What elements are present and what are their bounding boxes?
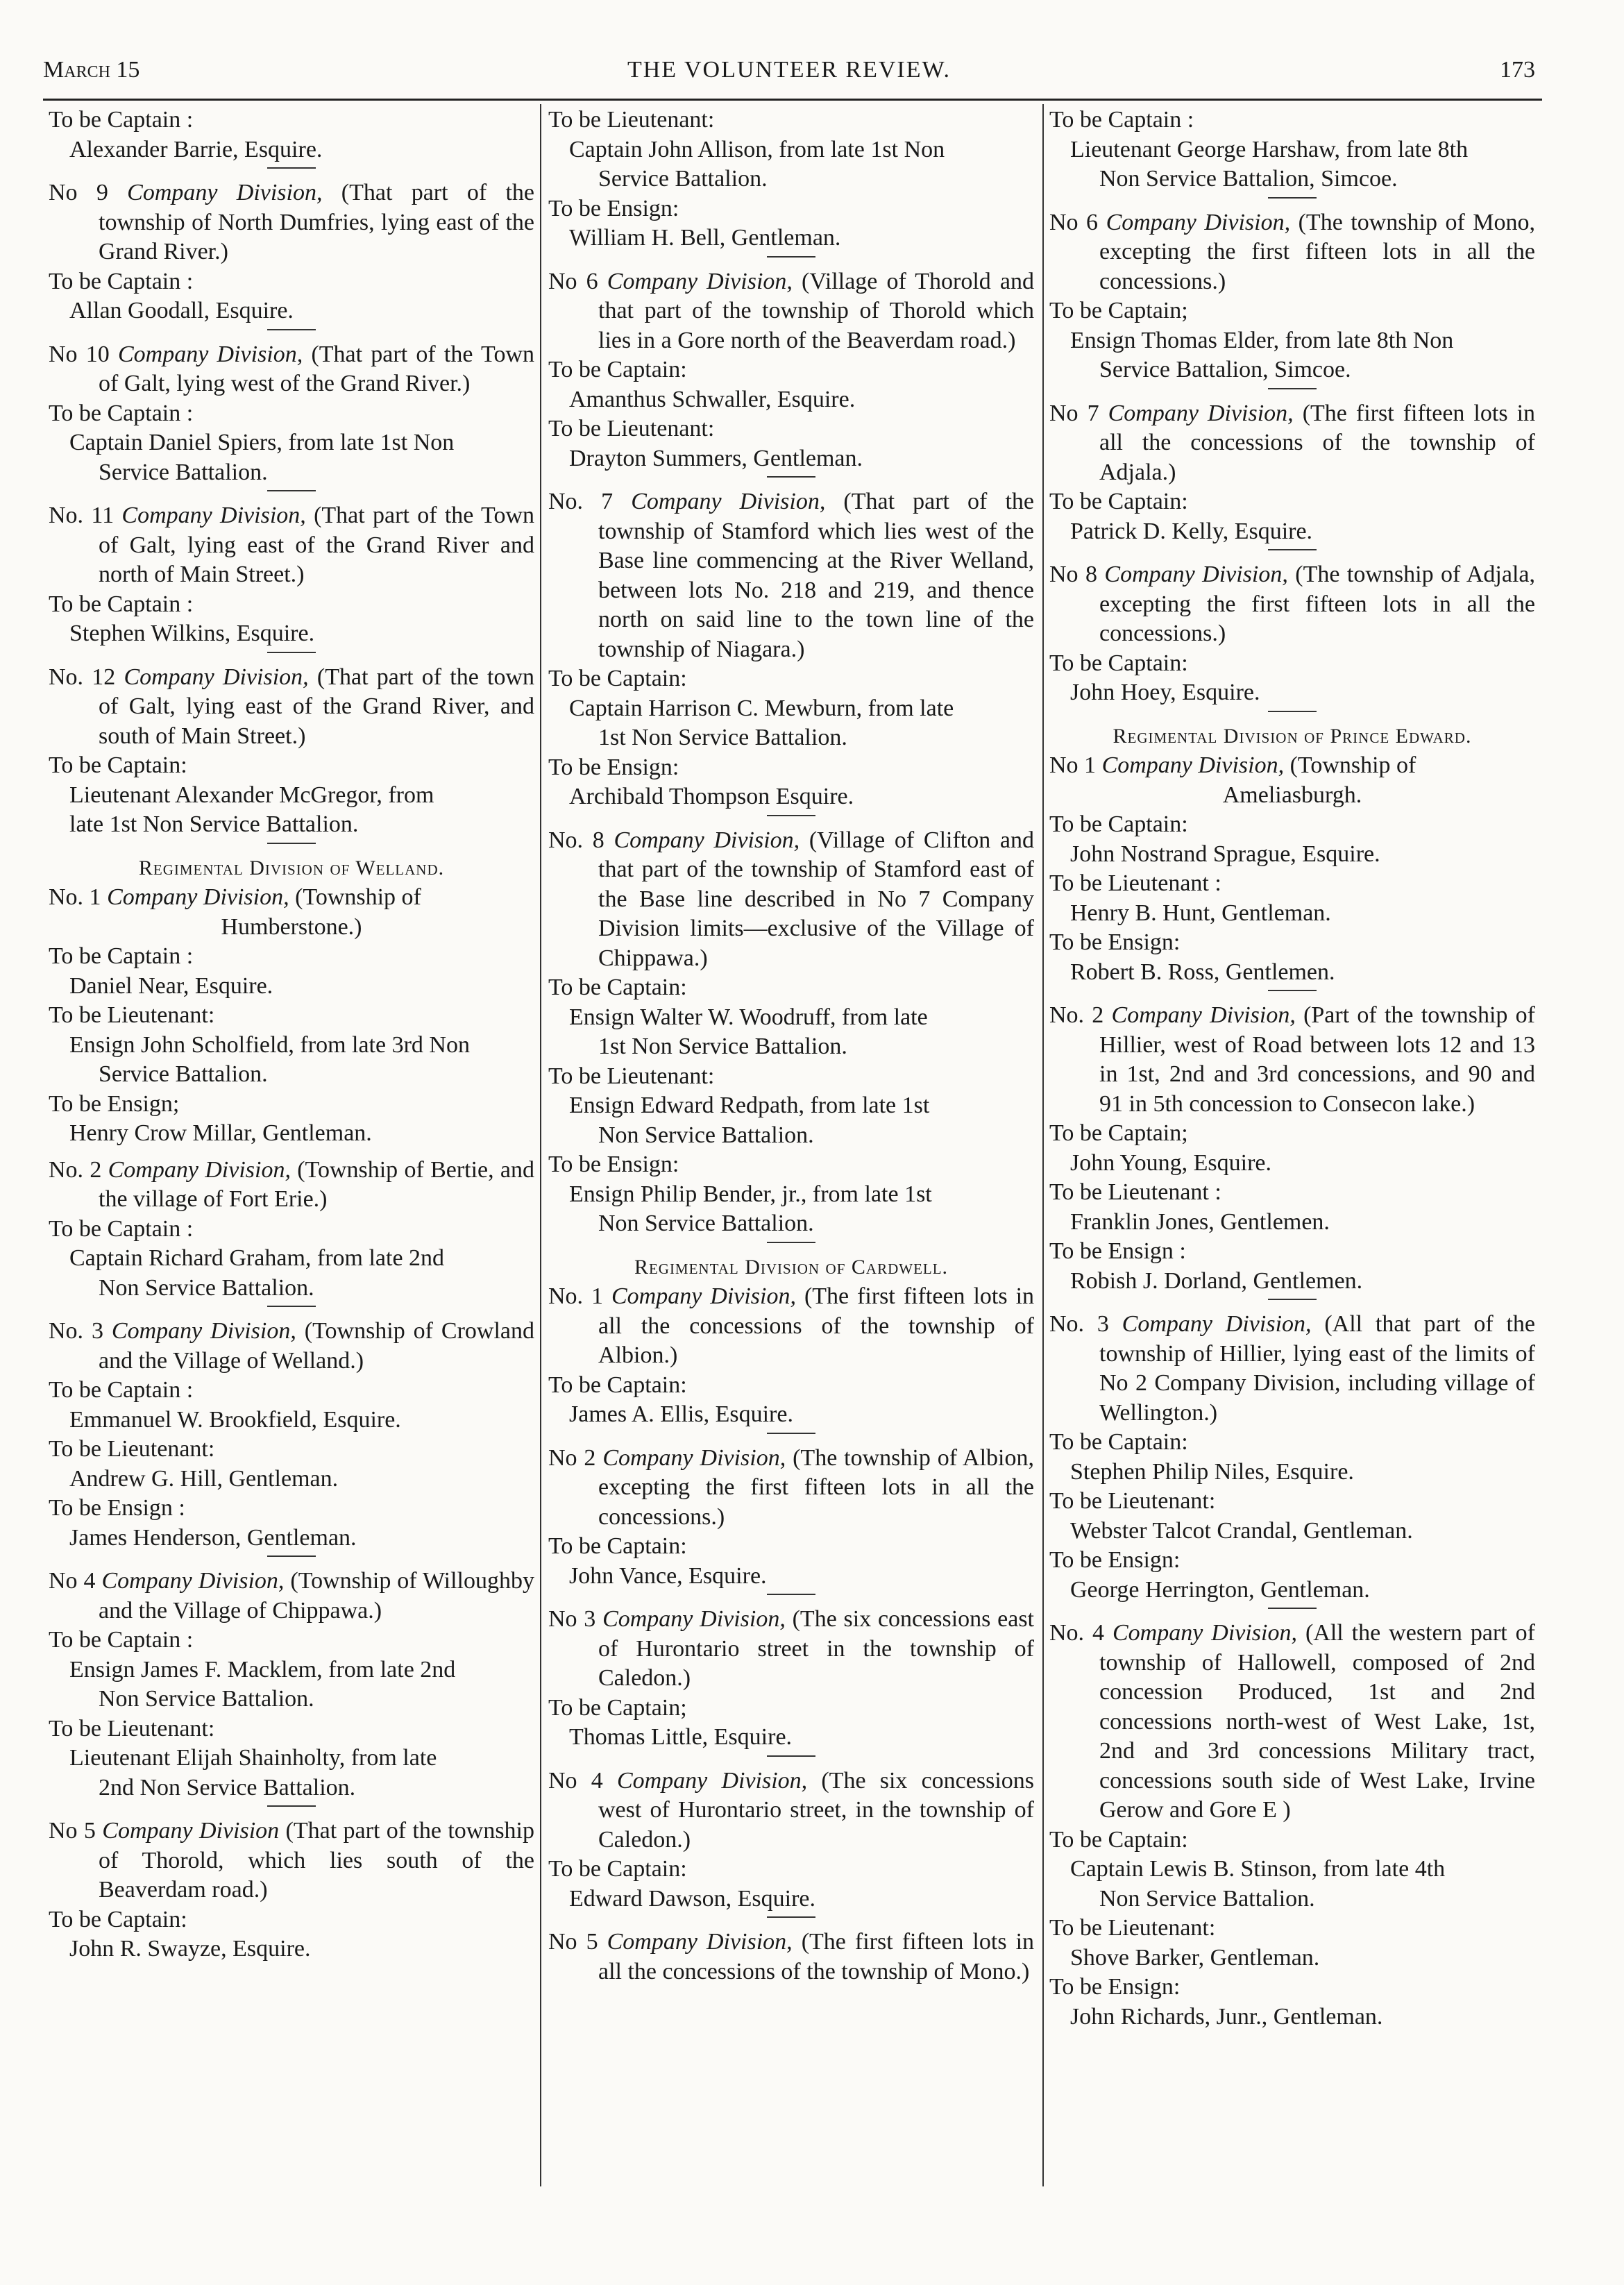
- appointee: Patrick D. Kelly, Esquire.: [1070, 518, 1313, 544]
- separator: [267, 1555, 316, 1557]
- publication-title: THE VOLUNTEER REVIEW.: [627, 57, 951, 83]
- appointee: Allan Goodall, Esquire.: [69, 298, 294, 323]
- appointment-label: To be Captain:: [548, 666, 687, 691]
- separator: [267, 490, 316, 491]
- appointment-label: To be Captain:: [49, 752, 187, 778]
- appointee: Thomas Little, Esquire.: [569, 1724, 793, 1750]
- appointee: Captain Harrison C. Mewburn, from late: [569, 695, 954, 721]
- appointee: John Richards, Junr., Gentleman.: [1070, 2003, 1383, 2030]
- appointment-label: To be Ensign:: [548, 1152, 679, 1177]
- appointee: Lieutenant George Harshaw, from late 8th: [1070, 136, 1469, 162]
- appointee: James Henderson, Gentleman.: [69, 1524, 357, 1551]
- company-division: No 7 Company Division, (The first fifteen lots in all the concessions of the township of Adjala.): [1049, 400, 1536, 485]
- appointment-label: To be Captain:: [548, 1372, 687, 1398]
- appointment-label: To be Lieutenant :: [1049, 1179, 1221, 1205]
- appointment-label: To be Lieutenant:: [548, 416, 715, 441]
- company-division: No 10 Company Division, (That part of the Town of Galt, lying west of the Grand River.): [49, 341, 535, 396]
- appointee: Andrew G. Hill, Gentleman.: [69, 1465, 339, 1492]
- appointment-label: To be Lieutenant:: [49, 1436, 215, 1462]
- separator: [1268, 1299, 1317, 1300]
- appointee: William H. Bell, Gentleman.: [569, 225, 841, 251]
- column-2: [548, 106, 1034, 1987]
- appointee: Henry Crow Millar, Gentleman.: [69, 1120, 372, 1146]
- appointee-continued: Non Service Battalion.: [598, 1211, 814, 1236]
- separator: [1268, 388, 1317, 389]
- company-division: No. 1 Company Division, (Township of: [49, 884, 421, 910]
- appointee: Ensign John Scholfield, from late 3rd Non: [69, 1031, 470, 1058]
- header-rule: [43, 99, 1542, 101]
- appointee: Stephen Philip Niles, Esquire.: [1070, 1458, 1354, 1485]
- appointee: Ensign James F. Macklem, from late 2nd: [69, 1656, 456, 1683]
- appointee: Franklin Jones, Gentlemen.: [1070, 1208, 1330, 1235]
- separator: [267, 167, 316, 169]
- company-division: No 1 Company Division, (Township of: [1049, 752, 1416, 778]
- appointment-label: To be Captain:: [548, 1856, 687, 1882]
- separator: [767, 1242, 815, 1243]
- appointment-label: To be Captain :: [49, 1377, 194, 1403]
- company-division: No 8 Company Division, (The township of Adjala, excepting the first fifteen lots in all the concessions.): [1049, 562, 1535, 646]
- separator: [267, 329, 316, 330]
- appointment-label: To be Captain :: [49, 400, 194, 426]
- separator: [1268, 197, 1317, 199]
- appointment-label: To be Lieutenant:: [49, 1002, 215, 1028]
- column-rule: [1042, 104, 1044, 2186]
- issue-date: March 15: [43, 57, 140, 83]
- appointee: Ensign Thomas Elder, from late 8th Non: [1070, 327, 1454, 353]
- column-1: [49, 106, 534, 1964]
- appointment-label: To be Captain:: [49, 1906, 187, 1932]
- appointee-continued: Service Battalion.: [99, 1061, 268, 1087]
- appointment-label: To be Captain:: [1049, 811, 1188, 837]
- appointment-label: To be Lieutenant:: [548, 107, 715, 133]
- appointee: Ensign Walter W. Woodruff, from late: [569, 1004, 928, 1030]
- appointee: Amanthus Schwaller, Esquire.: [569, 386, 856, 412]
- appointment-label: To be Lieutenant :: [1049, 870, 1221, 896]
- appointment-label: To be Captain:: [548, 975, 687, 1000]
- appointment-label: To be Captain :: [49, 1627, 194, 1653]
- appointment-label: To be Ensign:: [1049, 1547, 1181, 1573]
- company-division: No. 2 Company Division, (Township of Bertie, and the village of Fort Erie.): [49, 1156, 535, 1212]
- regimental-division-heading: Regimental Division of Cardwell.: [634, 1255, 949, 1279]
- division-description-continued: Ameliasburgh.: [1222, 782, 1362, 808]
- appointment-label: To be Lieutenant:: [1049, 1488, 1216, 1514]
- separator: [767, 815, 815, 816]
- appointee-continued: Service Battalion, Simcoe.: [1099, 357, 1351, 382]
- appointee-continued: Non Service Battalion.: [598, 1122, 814, 1148]
- division-description-continued: Humberstone.): [221, 913, 362, 940]
- separator: [767, 1594, 815, 1595]
- company-division: No. 11 Company Division, (That part of the Town of Galt, lying east of the Grand River and north of Main Street.): [49, 503, 535, 587]
- separator: [267, 1805, 316, 1807]
- separator: [767, 256, 815, 258]
- appointee: Ensign Edward Redpath, from late 1st: [569, 1093, 930, 1118]
- appointment-label: To be Ensign :: [1049, 1238, 1186, 1264]
- appointee: Daniel Near, Esquire.: [69, 972, 273, 999]
- appointment-label: To be Captain:: [1049, 1429, 1188, 1455]
- appointee: Captain John Allison, from late 1st Non: [569, 136, 945, 162]
- appointee: Henry B. Hunt, Gentleman.: [1070, 900, 1331, 926]
- company-division: No. 12 Company Division, (That part of the town of Galt, lying east of the Grand River, and south of Main Street.): [49, 664, 535, 749]
- appointment-label: To be Captain :: [49, 1215, 194, 1242]
- appointee: John Hoey, Esquire.: [1070, 680, 1260, 705]
- appointment-label: To be Lieutenant:: [1049, 1915, 1216, 1941]
- appointee: Stephen Wilkins, Esquire.: [69, 621, 315, 646]
- appointment-label: To be Captain :: [49, 268, 194, 294]
- appointment-label: To be Captain :: [49, 107, 194, 133]
- appointment-label: To be Ensign:: [1049, 929, 1181, 955]
- separator: [767, 1916, 815, 1918]
- appointee-continued: late 1st Non Service Battalion.: [69, 811, 359, 837]
- appointee: Robert B. Ross, Gentlemen.: [1070, 959, 1335, 985]
- appointee: John Young, Esquire.: [1070, 1149, 1271, 1176]
- appointee: Archibald Thompson Esquire.: [569, 784, 854, 809]
- appointee: Captain Daniel Spiers, from late 1st Non: [69, 430, 455, 455]
- appointment-label: To be Ensign :: [49, 1495, 185, 1521]
- appointee-continued: Service Battalion.: [598, 166, 768, 192]
- separator: [267, 1306, 316, 1307]
- appointment-label: To be Ensign;: [49, 1090, 180, 1117]
- appointee: John Vance, Esquire.: [569, 1562, 767, 1589]
- company-division: No. 2 Company Division, (Part of the township of Hillier, west of Road between lots 12 and 13 in 1st, 2nd and 3rd concessions, and 90 and 91 in 5th concession to Consecon lake.): [1049, 1002, 1535, 1117]
- appointee-continued: Non Service Battalion.: [99, 1686, 314, 1712]
- separator: [767, 1755, 815, 1757]
- appointee: James A. Ellis, Esquire.: [569, 1401, 793, 1427]
- appointee: Drayton Summers, Gentleman.: [569, 445, 863, 471]
- appointee: Emmanuel W. Brookfield, Esquire.: [69, 1406, 401, 1433]
- separator: [1268, 1608, 1317, 1609]
- appointment-label: To be Captain:: [548, 1533, 687, 1559]
- column-3: [1049, 106, 1535, 2032]
- appointee: John Nostrand Sprague, Esquire.: [1070, 841, 1380, 867]
- company-division: No. 3 Company Division, (Township of Crowland and the Village of Welland.): [49, 1318, 534, 1374]
- appointment-label: To be Lieutenant:: [548, 1063, 715, 1089]
- appointment-label: To be Captain:: [1049, 650, 1188, 676]
- separator: [1268, 990, 1317, 991]
- appointment-label: To be Captain:: [1049, 1826, 1188, 1853]
- appointee: George Herrington, Gentleman.: [1070, 1576, 1370, 1603]
- separator: [767, 476, 815, 478]
- appointee: Captain Lewis B. Stinson, from late 4th: [1070, 1856, 1446, 1882]
- appointee: Webster Talcot Crandal, Gentleman.: [1070, 1517, 1413, 1544]
- separator: [1268, 711, 1317, 712]
- appointee: Captain Richard Graham, from late 2nd: [69, 1245, 445, 1271]
- appointee-continued: 1st Non Service Battalion.: [598, 1034, 847, 1059]
- appointment-label: To be Ensign:: [1049, 1974, 1181, 2000]
- appointee: Robish J. Dorland, Gentlemen.: [1070, 1267, 1363, 1294]
- page-header: [43, 57, 1535, 99]
- appointee: John R. Swayze, Esquire.: [69, 1936, 311, 1962]
- appointee: Shove Barker, Gentleman.: [1070, 1944, 1320, 1971]
- appointment-label: To be Captain:: [1049, 489, 1188, 514]
- company-division: No 4 Company Division, (Township of Willoughby and the Village of Chippawa.): [49, 1568, 535, 1624]
- company-division: No 5 Company Division (That part of the township of Thorold, which lies south of the Beaverdam road.): [49, 1818, 535, 1903]
- regimental-division-heading: Regimental Division of Prince Edward.: [1113, 724, 1472, 748]
- appointment-label: To be Captain;: [1049, 1120, 1188, 1146]
- company-division: No 4 Company Division, (The six concessions west of Hurontario street, in the township of Caledon.): [548, 1767, 1035, 1853]
- appointee-continued: 1st Non Service Battalion.: [598, 725, 847, 750]
- appointment-label: To be Captain:: [548, 357, 687, 382]
- appointment-label: To be Ensign:: [548, 195, 679, 221]
- appointment-label: To be Ensign:: [548, 754, 679, 780]
- appointee: Alexander Barrie, Esquire.: [69, 136, 323, 162]
- column-rule: [540, 104, 541, 2186]
- company-division: No. 4 Company Division, (All the western part of township of Hallowell, composed of 2nd concession Produced, 1st and 2nd concessions north-west of West Lake, 1st, 2nd and 3rd concessions Military tract, concessions south side of West Lake, Irvine Gerow and Gore E ): [1049, 1620, 1536, 1823]
- appointee-continued: Service Battalion.: [99, 459, 268, 485]
- separator: [267, 652, 316, 653]
- company-division: No 3 Company Division, (The six concessions east of Hurontario street in the township of Caledon.): [548, 1606, 1034, 1691]
- company-division: No. 1 Company Division, (The first fifteen lots in all the concessions of the township of Albion.): [548, 1283, 1035, 1368]
- company-division: No 5 Company Division, (The first fifteen lots in all the concessions of the township of Mono.): [548, 1929, 1035, 1984]
- company-division: No. 8 Company Division, (Village of Clifton and that part of the township of Stamford east of the Base line described in No 7 Company Division limits—exclusive of the Village of Chippawa.): [548, 827, 1035, 971]
- page-number: 173: [1500, 57, 1535, 83]
- appointee: Edward Dawson, Esquire.: [569, 1885, 816, 1912]
- company-division: No 9 Company Division, (That part of the township of North Dumfries, lying east of the Grand River.): [49, 180, 534, 264]
- company-division: No 6 Company Division, (The township of Mono, excepting the first fifteen lots in all the concessions.): [1049, 209, 1536, 294]
- company-division: No 6 Company Division, (Village of Thorold and that part of the township of Thorold which lies in a Gore north of the Beaverdam road.): [548, 268, 1035, 353]
- appointee-continued: Non Service Battalion.: [1099, 1885, 1315, 1912]
- separator: [1268, 549, 1317, 550]
- appointment-label: To be Captain :: [1049, 107, 1194, 133]
- appointee: Ensign Philip Bender, jr., from late 1st: [569, 1181, 932, 1207]
- appointment-label: To be Captain :: [49, 591, 194, 617]
- appointment-label: To be Lieutenant:: [49, 1715, 215, 1742]
- company-division: No 2 Company Division, (The township of Albion, excepting the first fifteen lots in all the concessions.): [548, 1444, 1034, 1530]
- appointee: Lieutenant Elijah Shainholty, from late: [69, 1745, 437, 1771]
- separator: [267, 843, 316, 844]
- company-division: No. 7 Company Division, (That part of the township of Stamford which lies west of the Base line commencing at the River Welland, between lots No. 218 and 219, and thence north on said line to the town line of the township of Niagara.): [548, 489, 1034, 662]
- appointee-continued: 2nd Non Service Battalion.: [99, 1774, 356, 1801]
- appointment-label: To be Captain :: [49, 943, 194, 969]
- company-division: No. 3 Company Division, (All that part of the township of Hillier, lying east of the limits of No 2 Company Division, including village of Wellington.): [1049, 1311, 1536, 1426]
- appointee-continued: Non Service Battalion, Simcoe.: [1099, 166, 1398, 192]
- regimental-division-heading: Regimental Division of Welland.: [138, 856, 445, 879]
- appointee-continued: Non Service Battalion.: [99, 1274, 314, 1301]
- appointment-label: To be Captain;: [1049, 298, 1188, 323]
- appointment-label: To be Captain;: [548, 1694, 687, 1721]
- separator: [767, 1433, 815, 1434]
- appointee: Lieutenant Alexander McGregor, from: [69, 782, 434, 808]
